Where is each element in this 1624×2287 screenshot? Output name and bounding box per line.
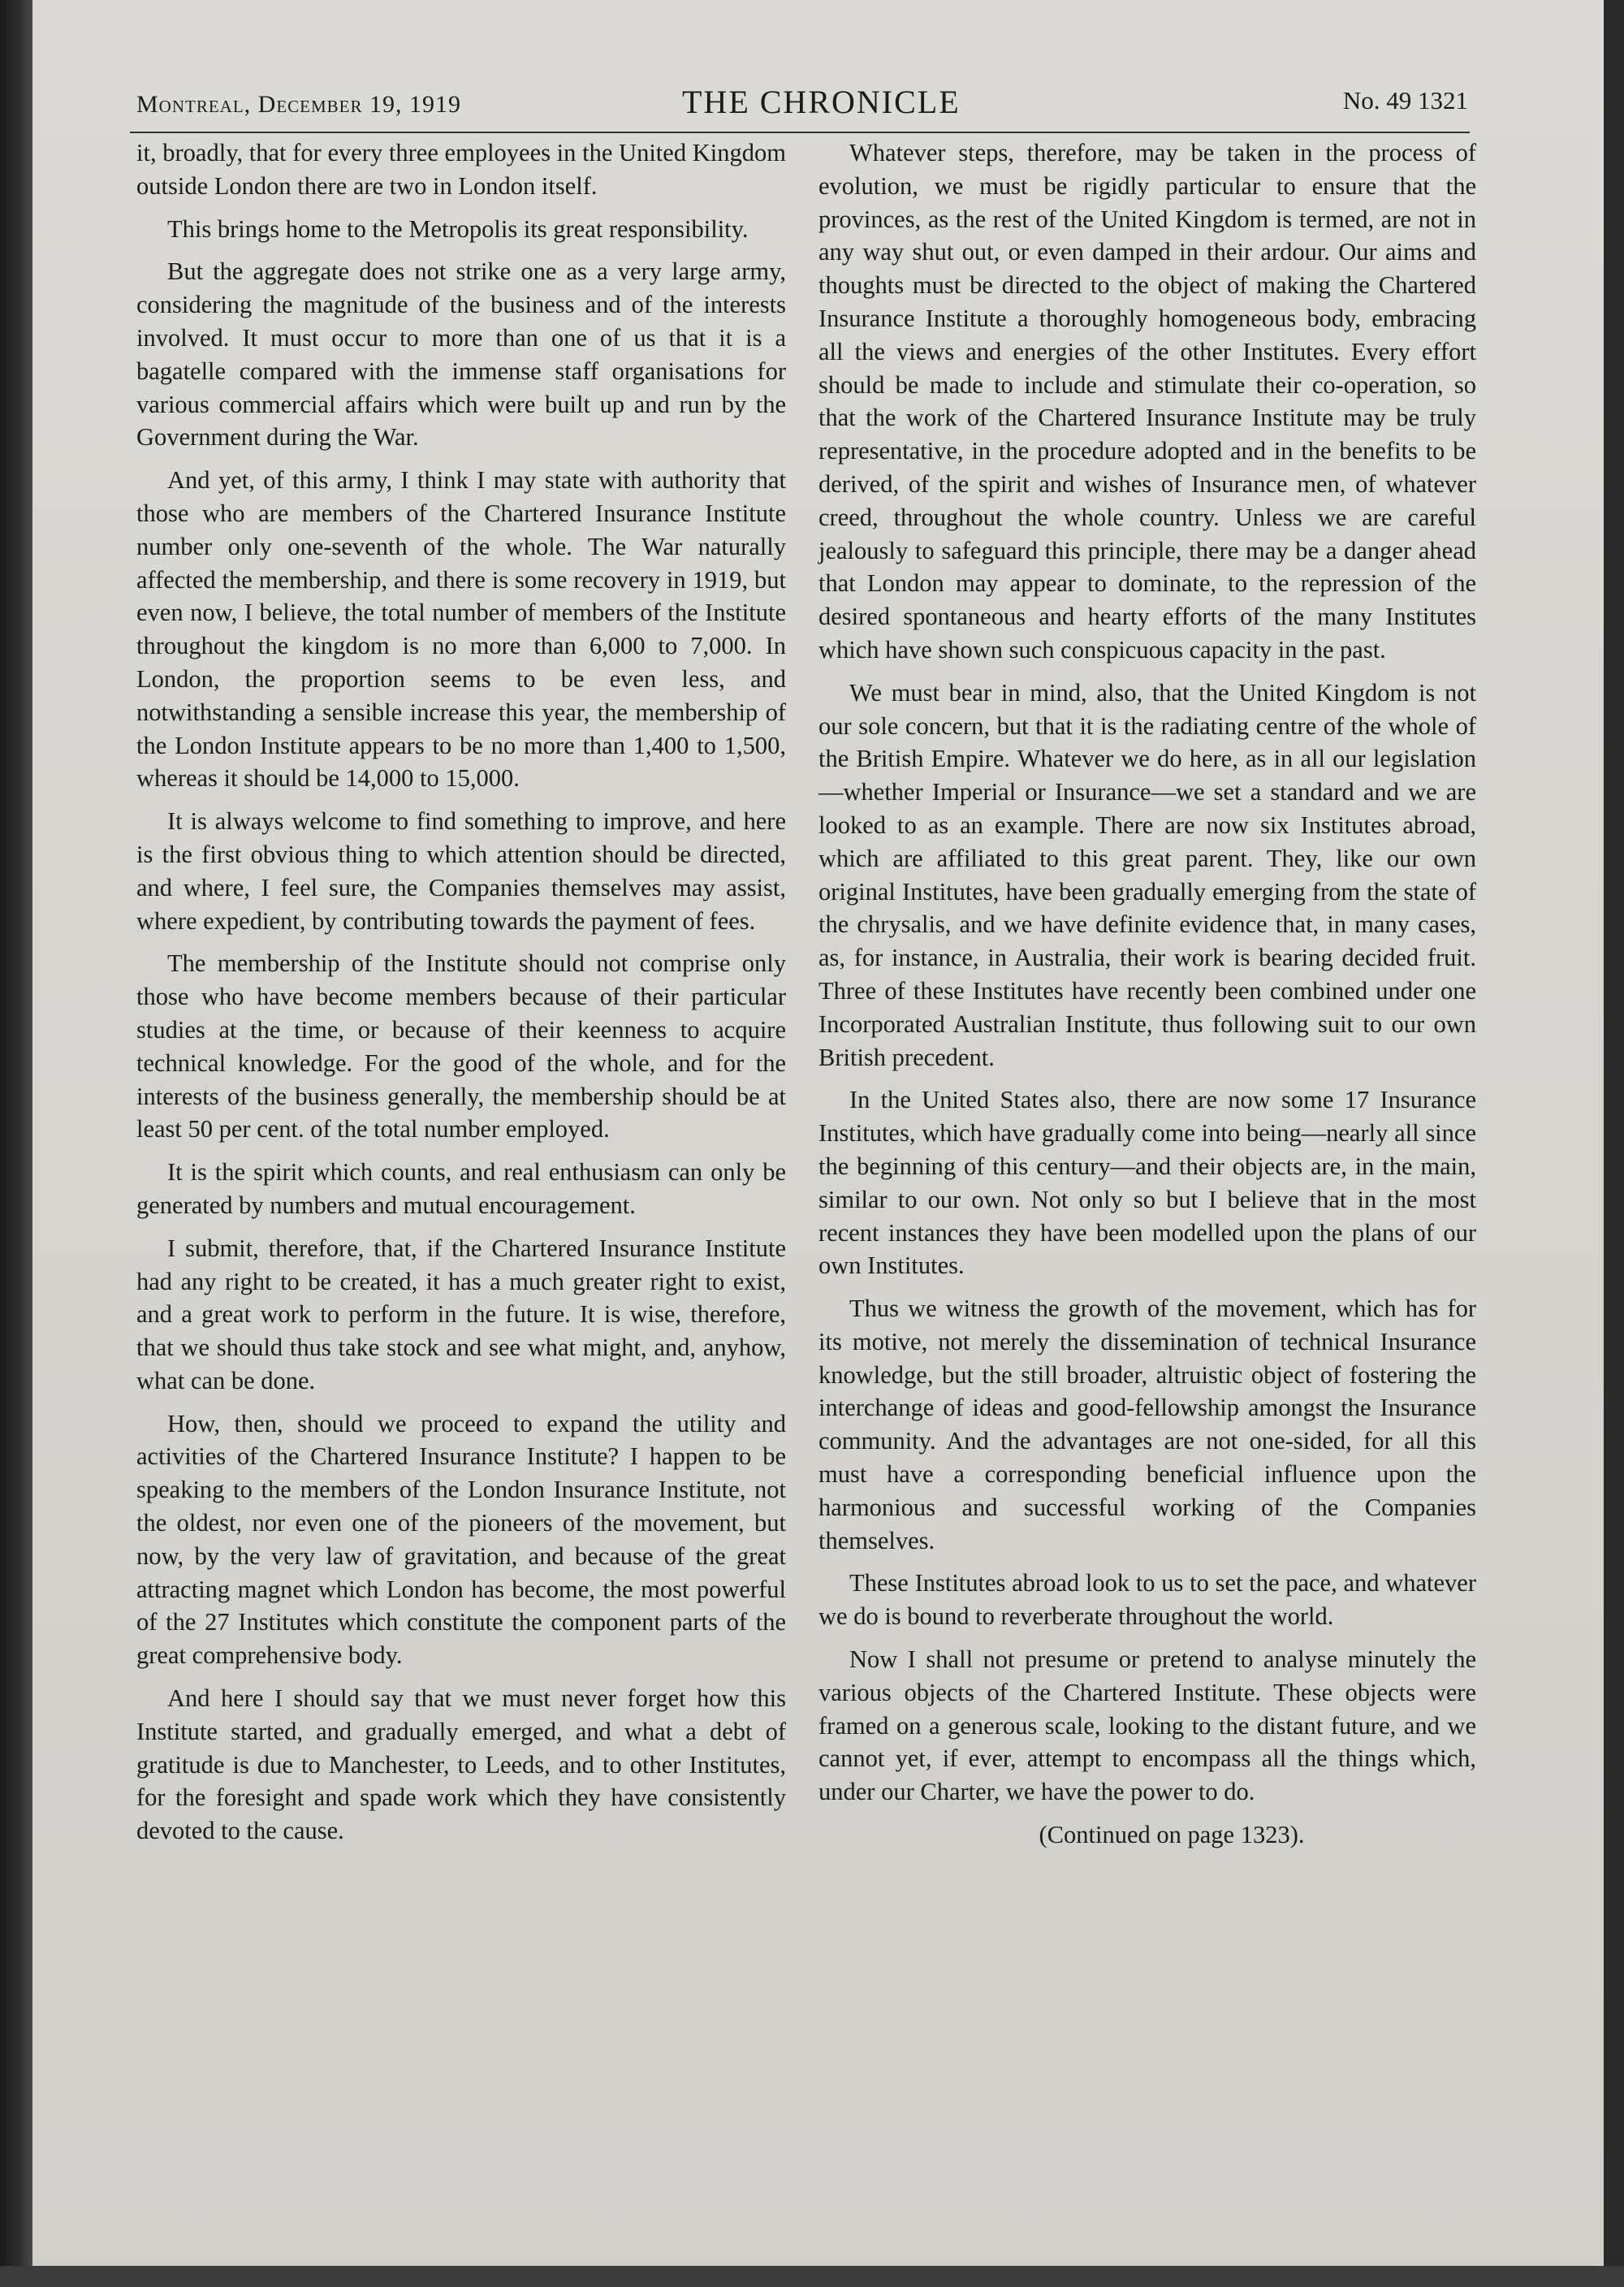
- paragraph: In the United States also, there are now some 17 Insurance Institutes, which have gradually come into being—nearly all since the beginning of this century—and their objects are, in the main, similar to our own. Not only so but I believe that in the most recent instances they have been modelled upon the plans of our own Institutes.: [818, 1086, 1476, 1280]
- page-bottom-edge: [0, 2266, 1624, 2287]
- paragraph: How, then, should we proceed to expand the utility and activities of the Chartered Insurance Institute? I happen to be speaking to the members of the London Insurance Institute, not the oldest, nor even one of the pioneers of the movement, but now, by the very law of gravitation, and because of the great attracting magnet which London has become, the most powerful of the 27 Institutes which constitute the component parts of the great comprehensive body.: [136, 1409, 786, 1670]
- paragraph: it, broadly, that for every three employees in the United Kingdom outside London there are two in London itself.: [136, 139, 786, 200]
- header-rule: [130, 132, 1470, 133]
- paragraph: Whatever steps, therefore, may be taken in the process of evolution, we must be rigidly particular to ensure that the provinces, as the rest of the United Kingdom is termed, are not in any way shut out, or even damped in their ardour. Our aims and thoughts must be directed to the object of making the Chartered Insurance Institute a thoroughly homogeneous body, embracing all the views and energies of the other Institutes. Every effort should be made to include and stimulate their co-operation, so that the work of the Chartered Insurance Institute may be truly representative, in the procedure adopted and in the benefits to be derived, of the spirit and wishes of Insurance men, of whatever creed, throughout the whole country. Unless we are careful jealously to safeguard this principle, there may be a danger ahead that London may appear to dominate, to the repression of the desired spontaneous and hearty efforts of the many Institutes which have shown such conspicuous capacity in the past.: [818, 139, 1476, 664]
- left-column: [136, 136, 786, 1857]
- paragraph: The membership of the Institute should not comprise only those who have become members because of their particular studies at the time, or because of their keenness to acquire technical knowledge. For the good of the whole, and for the interests of the business generally, the membership should be at least 50 per cent. of the total number employed.: [136, 949, 786, 1144]
- paragraph: This brings home to the Metropolis its great responsibility.: [167, 214, 749, 243]
- paragraph: These Institutes abroad look to us to set the pace, and whatever we do is bound to reverberate throughout the world.: [818, 1569, 1476, 1631]
- paragraph: I submit, therefore, that, if the Chartered Insurance Institute had any right to be created, it has a much greater right to exist, and a great work to perform in the future. It is wise, therefore, that we should thus take stock and see what might, and, anyhow, what can be done.: [136, 1234, 786, 1394]
- running-header: [136, 81, 1468, 130]
- paragraph: And yet, of this army, I think I may state with authority that those who are members of the Chartered Insurance Institute number only one-seventh of the whole. The War naturally affected the membership, and there is some recovery in 1919, but even now, I believe, the total number of members of the Institute throughout the kingdom is no more than 6,000 to 7,000. In London, the proportion seems to be even less, and notwithstanding a sensible increase this year, the membership of the London Institute appears to be no more than 1,400 to 1,500, whereas it should be 14,000 to 15,000.: [136, 466, 786, 793]
- continued-note: (Continued on page 1323).: [1039, 1821, 1305, 1849]
- paragraph: Now I shall not presume or pretend to analyse minutely the various objects of the Chartered Institute. These objects were framed on a generous scale, looking to the distant future, and we cannot yet, if ever, attempt to encompass all the things which, under our Charter, we have the power to do.: [818, 1645, 1476, 1806]
- book-spine: [0, 0, 32, 2287]
- paragraph: Thus we witness the growth of the movement, which has for its motive, not merely the dissemination of technical Insurance knowledge, but the still broader, altruistic object of fostering the interchange of ideas and good-fellowship amongst the Insurance community. And the advantages are not one-sided, for all this must have a corresponding beneficial influence upon the harmonious and successful working of the Companies themselves.: [818, 1295, 1476, 1554]
- page-edge: [1604, 0, 1624, 2287]
- right-column: [818, 136, 1476, 1861]
- header-dateline: Montreal, December 19, 1919: [136, 91, 462, 118]
- issue-page-number: No. 49 1321: [1342, 86, 1468, 115]
- paragraph: And here I should say that we must never forget how this Institute started, and gradually emerged, and what a debt of gratitude is due to Manchester, to Leeds, and to other Institutes, for the foresight and spade work which they have consistently devoted to the cause.: [136, 1684, 786, 1845]
- paragraph: It is the spirit which counts, and real enthusiasm can only be generated by numbers and mutual encouragement.: [136, 1158, 786, 1219]
- paragraph: It is always welcome to find something to improve, and here is the first obvious thing to which attention should be directed, and where, I feel sure, the Companies themselves may assist, where expedient, by contributing towards the payment of fees.: [136, 807, 786, 935]
- publication-title: THE CHRONICLE: [682, 84, 961, 120]
- paragraph: We must bear in mind, also, that the United Kingdom is not our sole concern, but that it is the radiating centre of the whole of the British Empire. Whatever we do here, as in all our legislation—whether Imperial or Insurance—we set a standard and we are looked to as an example. There are now six Institutes abroad, which are affiliated to this great parent. They, like our own original Institutes, have been gradually emerging from the state of the chrysalis, and we have definite evidence that, in many cases, as, for instance, in Australia, their work is bearing decided fruit. Three of these Institutes have recently been combined under one Incorporated Australian Institute, thus following suit to our own British precedent.: [818, 678, 1476, 1071]
- paragraph: But the aggregate does not strike one as a very large army, considering the magnitude of the business and of the interests involved. It must occur to more than one of us that it is a bagatelle compared with the immense staff organisations for various commercial affairs which were built up and run by the Government during the War.: [136, 257, 786, 452]
